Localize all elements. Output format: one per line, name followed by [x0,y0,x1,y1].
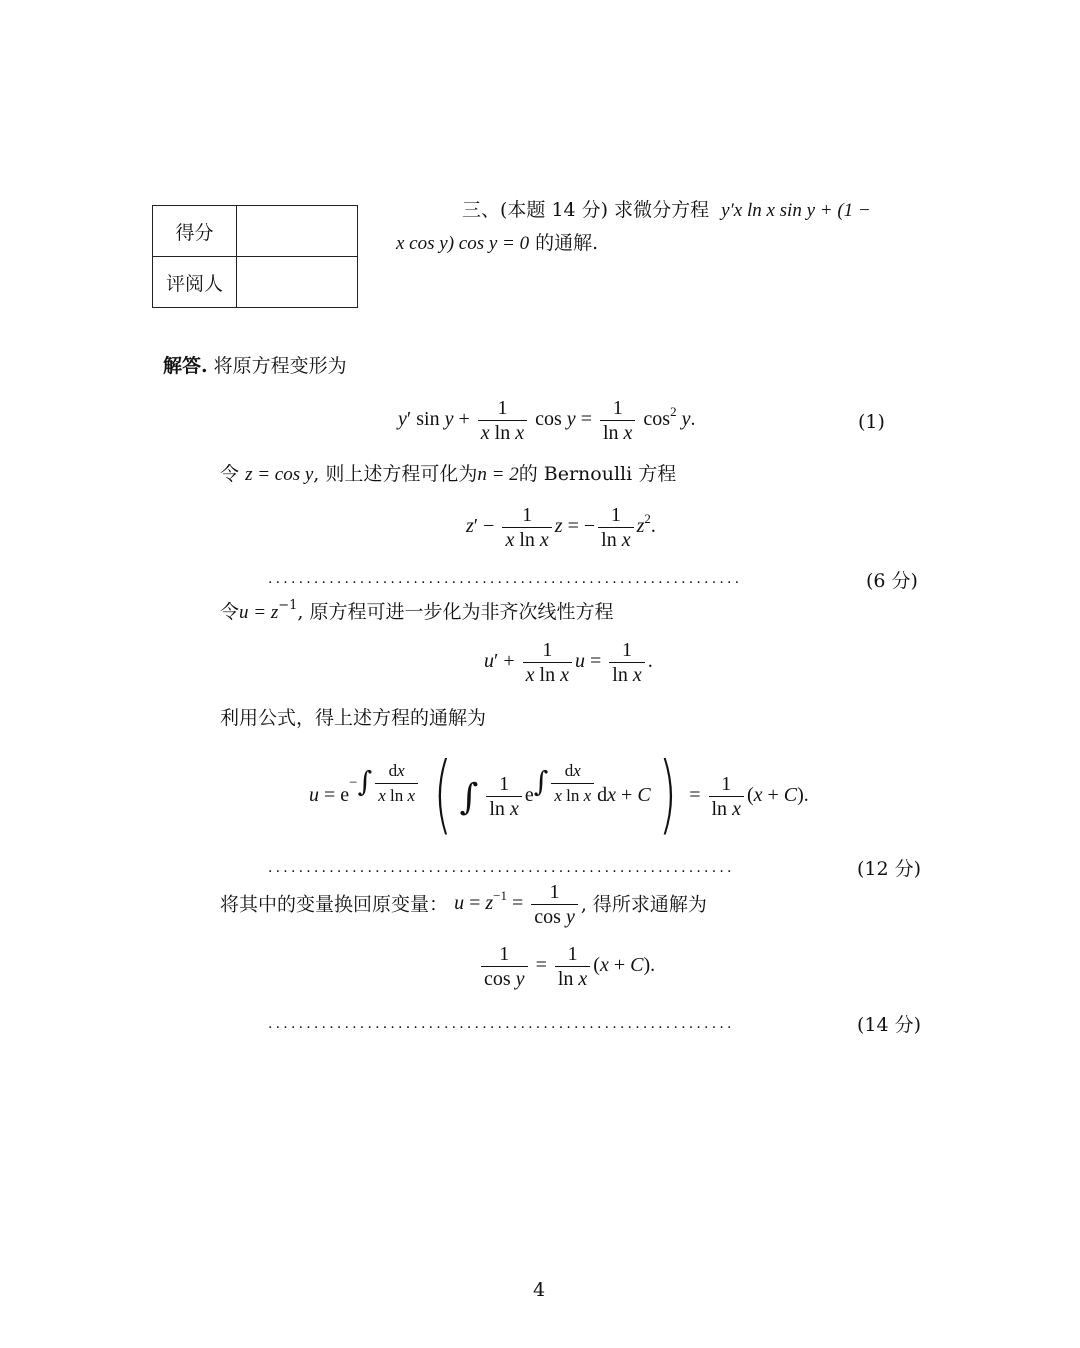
score-box[interactable] [237,206,358,257]
step-2-text: 令$u = z^{-1}$, 原方程可进一步化为非齐次线性方程 [220,598,614,623]
general-solution-formula: u = e−∫ $\frac{dx}{\text{x ln x}}$ ( ∫ $\frac{1}{\text{ln x}}$ e∫ $\frac{dx}{\text{x ln x}}$ dx + C) = $\frac{1}{\text{ln x}}$ (x + C). [309,744,809,844]
score-mark-2: (12 分) [857,858,922,880]
step-1-text: 令 z = cos y, 则上述方程可化为n = 2的 Bernoulli 方程 [220,463,677,485]
grader-label: 评阅人 [153,257,237,308]
linear-equation: u′ + $\frac{1}{\text{x ln x}}$ u = $\frac{1}{\text{ln x}}$ . [484,639,653,686]
problem-line-1: 三、(本题 14 分) 求微分方程 y′x ln x sin y + (1 − [462,199,871,221]
equation-1-tag: (1) [858,411,885,433]
final-answer: $\frac{1}{\text{cos y}}$ = $\frac{1}{\text{ln x}}$ (x + C). [478,942,655,991]
score-label: 得分 [153,206,237,257]
equation-1: y′ sin y + $\frac{1}{\text{x ln x}}$ cos y = $\frac{1}{\text{ln x}}$ $\cos^2 y$. [398,397,696,444]
bernoulli-equation: z′ − $\frac{1}{\text{x ln x}}$ z = − $\frac{1}{\text{ln x}}$ $z^2$. [466,504,656,551]
problem-line-2: x cos y) cos y = 0 的通解. [396,232,599,254]
page-number: 4 [533,1279,546,1301]
score-dots-1: .............................................................. [268,571,743,587]
score-mark-3: (14 分) [857,1014,922,1036]
step-4-text: 将其中的变量换回原变量： $u = z^{-1}$ = $\frac{1}{\text{cos y}}$ , 得所求通解为 [220,881,707,928]
step-3-text: 利用公式，得上述方程的通解为 [220,707,487,729]
score-mark-1: (6 分) [866,570,918,592]
score-table [152,205,358,308]
solution-heading: 解答. 将原方程变形为 [163,355,347,377]
score-dots-3: ............................................................. [268,1016,735,1032]
score-dots-2: ............................................................. [268,860,735,876]
grader-box[interactable] [237,257,358,308]
